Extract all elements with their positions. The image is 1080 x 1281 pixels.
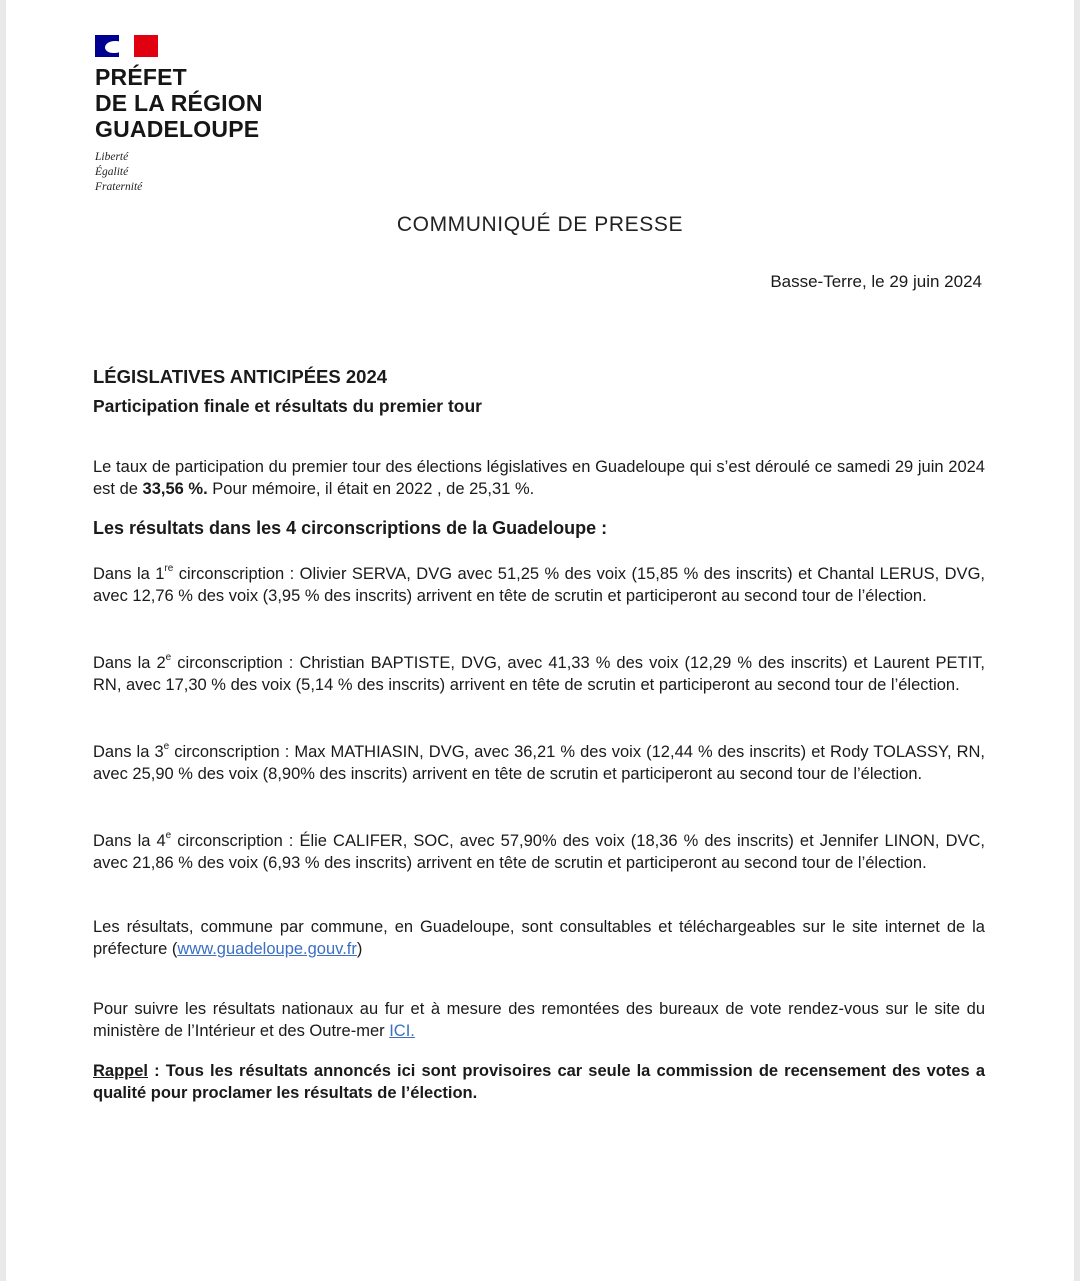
circ-text: circonscription : Olivier SERVA, DVG avec 51,25 % des voix (15,85 % des inscrits) et Chantal LERUS, DVG, avec 12,76 % des voix (3,95 % des inscrits) arrivent en tête de scrutin et participeront au second tour de l’élection. bbox=[93, 565, 985, 605]
devise-line: Liberté bbox=[95, 151, 129, 163]
page-subtitle: Participation finale et résultats du premier tour bbox=[93, 396, 482, 416]
logo-title bbox=[95, 64, 263, 142]
rappel-paragraph bbox=[93, 1060, 985, 1104]
circ-ordinal: e bbox=[165, 651, 172, 663]
rappel-label: Rappel bbox=[93, 1062, 149, 1080]
results-site-text: Les résultats, commune par commune, en Guadeloupe, sont consultables et téléchargeables sur le site internet de la préfecture ( bbox=[93, 918, 985, 958]
circ-text: circonscription : Élie CALIFER, SOC, avec 57,90% des voix (18,36 % des inscrits) et Jennifer LINON, DVC, avec 21,86 % des voix (6,93 % des inscrits) arrivent en tête de scrutin et participeront au second tour de l’élection. bbox=[93, 832, 985, 872]
page-border-left bbox=[0, 0, 6, 1281]
circonscription-paragraph bbox=[93, 741, 985, 785]
circ-prefix: Dans la 2 bbox=[93, 654, 166, 672]
national-results-paragraph bbox=[93, 998, 985, 1042]
results-site-text-end: ) bbox=[356, 940, 363, 958]
national-text: Pour suivre les résultats nationaux au fur et à mesure des remontées des bureaux de vote rendez-vous sur le site du ministère de l’Intérieur et des Outre-mer bbox=[93, 1000, 985, 1040]
logo-line: PRÉFET bbox=[95, 64, 187, 90]
logo-line: DE LA RÉGION bbox=[95, 90, 263, 116]
page-title: LÉGISLATIVES ANTICIPÉES 2024 bbox=[93, 366, 388, 387]
circ-text: circonscription : Max MATHIASIN, DVG, avec 36,21 % des voix (12,44 % des inscrits) et Rody TOLASSY, RN, avec 25,90 % des voix (8,90% des inscrits) arrivent en tête de scrutin et participeront au second tour de l’élection. bbox=[93, 743, 985, 783]
devise-line: Égalité bbox=[95, 166, 129, 178]
participation-text-end: Pour mémoire, il était en 2022 , de 25,31 %. bbox=[207, 480, 535, 498]
marianne-flag-icon bbox=[95, 35, 158, 57]
circonscription-paragraph bbox=[93, 563, 985, 607]
logo-line: GUADELOUPE bbox=[95, 116, 260, 142]
prefecture-logo bbox=[95, 35, 263, 195]
circ-prefix: Dans la 3 bbox=[93, 743, 164, 761]
devise-line: Fraternité bbox=[95, 181, 143, 193]
devise bbox=[95, 150, 263, 195]
ministry-results-link[interactable]: ICI. bbox=[389, 1022, 415, 1040]
document-type: COMMUNIQUÉ DE PRESSE bbox=[396, 213, 684, 236]
rappel-text: : Tous les résultats annoncés ici sont provisoires car seule la commission de recensement des votes a qualité pour proclamer les résultats de l’élection. bbox=[93, 1062, 985, 1102]
circ-ordinal: re bbox=[164, 562, 174, 574]
participation-paragraph bbox=[93, 456, 985, 500]
page-border-right bbox=[1074, 0, 1080, 1281]
circ-text: circonscription : Christian BAPTISTE, DVG, avec 41,33 % des voix (12,29 % des inscrits) et Laurent PETIT, RN, avec 17,30 % des voix (5,14 % des inscrits) arrivent en tête de scrutin et participeront au second tour de l’élection. bbox=[93, 654, 985, 694]
results-site-paragraph bbox=[93, 916, 985, 960]
circonscription-paragraph bbox=[93, 652, 985, 696]
circ-ordinal: e bbox=[163, 740, 170, 752]
circ-prefix: Dans la 4 bbox=[93, 832, 166, 850]
participation-text: Le taux de participation du premier tour des élections législatives en Guadeloupe qui s’est déroulé ce samedi 29 juin 2024 est de bbox=[93, 458, 985, 498]
circ-prefix: Dans la 1 bbox=[93, 565, 165, 583]
participation-rate: 33,56 %. bbox=[142, 480, 208, 498]
circ-ordinal: e bbox=[165, 829, 172, 841]
place-date: Basse-Terre, le 29 juin 2024 bbox=[770, 272, 982, 291]
results-heading: Les résultats dans les 4 circonscriptions de la Guadeloupe : bbox=[93, 518, 608, 538]
circonscription-paragraph bbox=[93, 830, 985, 874]
prefecture-website-link[interactable]: www.guadeloupe.gouv.fr bbox=[177, 940, 357, 958]
